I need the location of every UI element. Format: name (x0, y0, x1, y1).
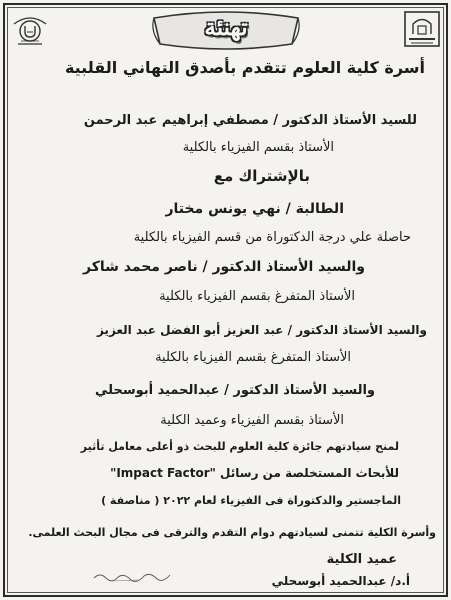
closing-wishes: وأسرة الكلية تتمنى لسيادتهم دوام التقدم والترقى فى مجال البحث العلمى. (28, 526, 436, 539)
handwritten-signature (92, 569, 172, 583)
honoree-5-title: الأستاذ بقسم الفيزياء وعميد الكلية (160, 413, 344, 428)
honoree-1-title: الأستاذ بقسم الفيزياء بالكلية (182, 140, 334, 155)
honoree-5-name: والسيد الأستاذ الدكتور / عبدالحميد أبوسحلي (94, 383, 375, 398)
honoree-2-title: حاصلة علي درجة الدكتوراة من قسم الفيزياء بالكلية (133, 230, 411, 245)
award-line-1: لمنح سيادتهم جائزة كلية العلوم للبحث ذو أعلى معامل تأثير (80, 440, 399, 453)
honoree-2-name: الطالبة / نهي يونس مختار (165, 201, 344, 217)
banner-title: تهنئة (204, 14, 248, 41)
honoree-3-name: والسيد الأستاذ الدكتور / ناصر محمد شاكر (82, 259, 365, 275)
award-line-2: "Impact Factor" للأبحاث المستخلصة من رسائل (110, 466, 399, 480)
in-collaboration-with: بالإشتراك مع (213, 167, 310, 185)
award-line-3: الماجستير والدكتوراة فى الفيزياء لعام ٢٠٢٢ ( مناصفة ) (101, 494, 401, 507)
honoree-4-title: الأستاذ المتفرغ بقسم الفيزياء بالكلية (155, 350, 351, 365)
dean-title: عميد الكلية (326, 552, 397, 567)
honoree-4-name: والسيد الأستاذ الدكتور / عبد العزيز أبو الفضل عبد العزيز (96, 323, 427, 337)
honoree-3-title: الأستاذ المتفرغ بقسم الفيزياء بالكلية (159, 289, 355, 304)
headline: أسرة كلية العلوم تتقدم بأصدق التهاني القلبية (64, 58, 425, 77)
honoree-1-name: للسيد الأستاذ الدكتور / مصطفي إبراهيم عبد الرحمن (83, 113, 417, 128)
dean-name: أ.د/ عبدالحميد أبوسحلي (271, 574, 410, 588)
